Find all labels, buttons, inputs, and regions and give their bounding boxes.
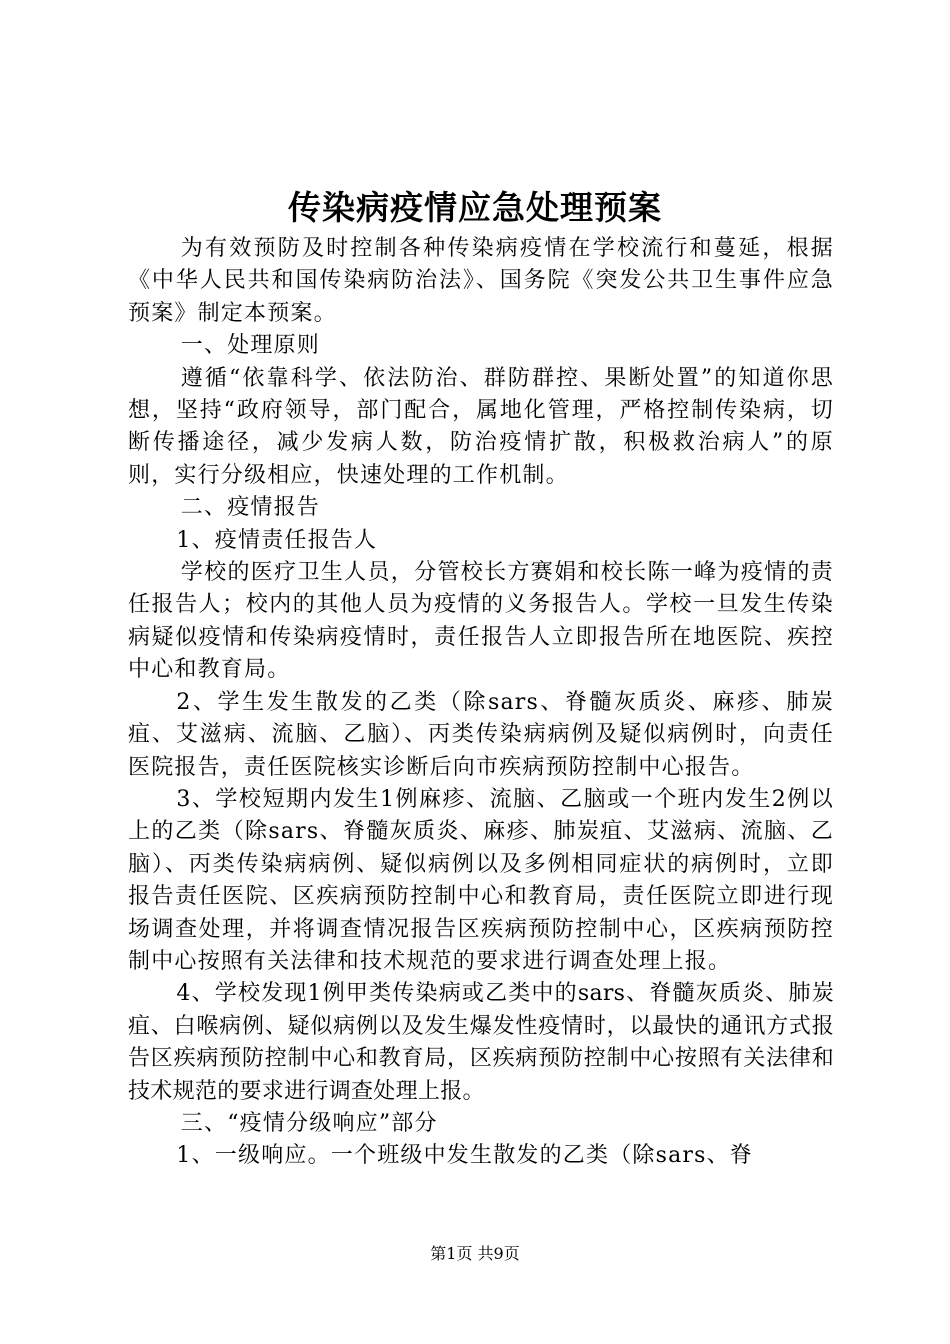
heading-response: 三、“疫情分级响应”部分 — [180, 1110, 438, 1136]
paragraph-response-1: 1、一级响应。一个班级中发生散发的乙类（除sars、脊 — [176, 1143, 754, 1169]
heading-report: 二、疫情报告 — [180, 495, 320, 521]
paragraph-intro: 为有效预防及时控制各种传染病疫情在学校流行和蔓延，根据《中华人民共和国传染病防治法》、国务院《突发公共卫生事件应急预案》制定本预案。 — [128, 236, 834, 326]
paragraph-item-2: 2、学生发生散发的乙类（除sars、脊髓灰质炎、麻疹、肺炭疽、艾滋病、流脑、乙脑）、丙类传染病病例及疑似病例时，向责任医院报告，责任医院核实诊断后向市疾病预防控制中心报告。 — [128, 689, 834, 780]
paragraph-item-3: 3、学校短期内发生1例麻疹、流脑、乙脑或一个班内发生2例以上的乙类（除sars、脊髓灰质炎、麻疹、肺炭疽、艾滋病、流脑、乙脑）、丙类传染病病例、疑似病例以及多例相同症状的病例时，立即报告责任医院、区疾病预防控制中心和教育局，责任医院立即进行现场调查处理，并将调查情况报告区疾病预防控制中心，区疾病预防控制中心按照有关法律和技术规范的要求进行调查处理上报。 — [128, 786, 834, 974]
subheading-reporter: 1、疫情责任报告人 — [176, 527, 378, 553]
heading-principles: 一、处理原则 — [180, 333, 320, 359]
paragraph-reporter: 学校的医疗卫生人员，分管校长方赛娟和校长陈一峰为疫情的责任报告人；校内的其他人员为疫情的义务报告人。学校一旦发生传染病疑似疫情和传染病疫情时，责任报告人立即报告所在地医院、疾控中心和教育局。 — [128, 560, 834, 683]
paragraph-principles: 遵循“依靠科学、依法防治、群防群控、果断处置”的知道你思想，坚持“政府领导，部门配合，属地化管理，严格控制传染病，切断传播途径，减少发病人数，防治疫情扩散，积极救治病人”的原则，实行分级相应，快速处理的工作机制。 — [128, 365, 834, 488]
page-footer: 第1页 共9页 — [430, 1244, 520, 1263]
paragraph-item-4: 4、学校发现1例甲类传染病或乙类中的sars、脊髓灰质炎、肺炭疽、白喉病例、疑似病例以及发生爆发性疫情时，以最快的通讯方式报告区疾病预防控制中心和教育局，区疾病预防控制中心按照有关法律和技术规范的要求进行调查处理上报。 — [128, 981, 834, 1104]
document-body — [128, 233, 834, 1173]
document-title: 传染病疫情应急处理预案 — [288, 188, 662, 227]
